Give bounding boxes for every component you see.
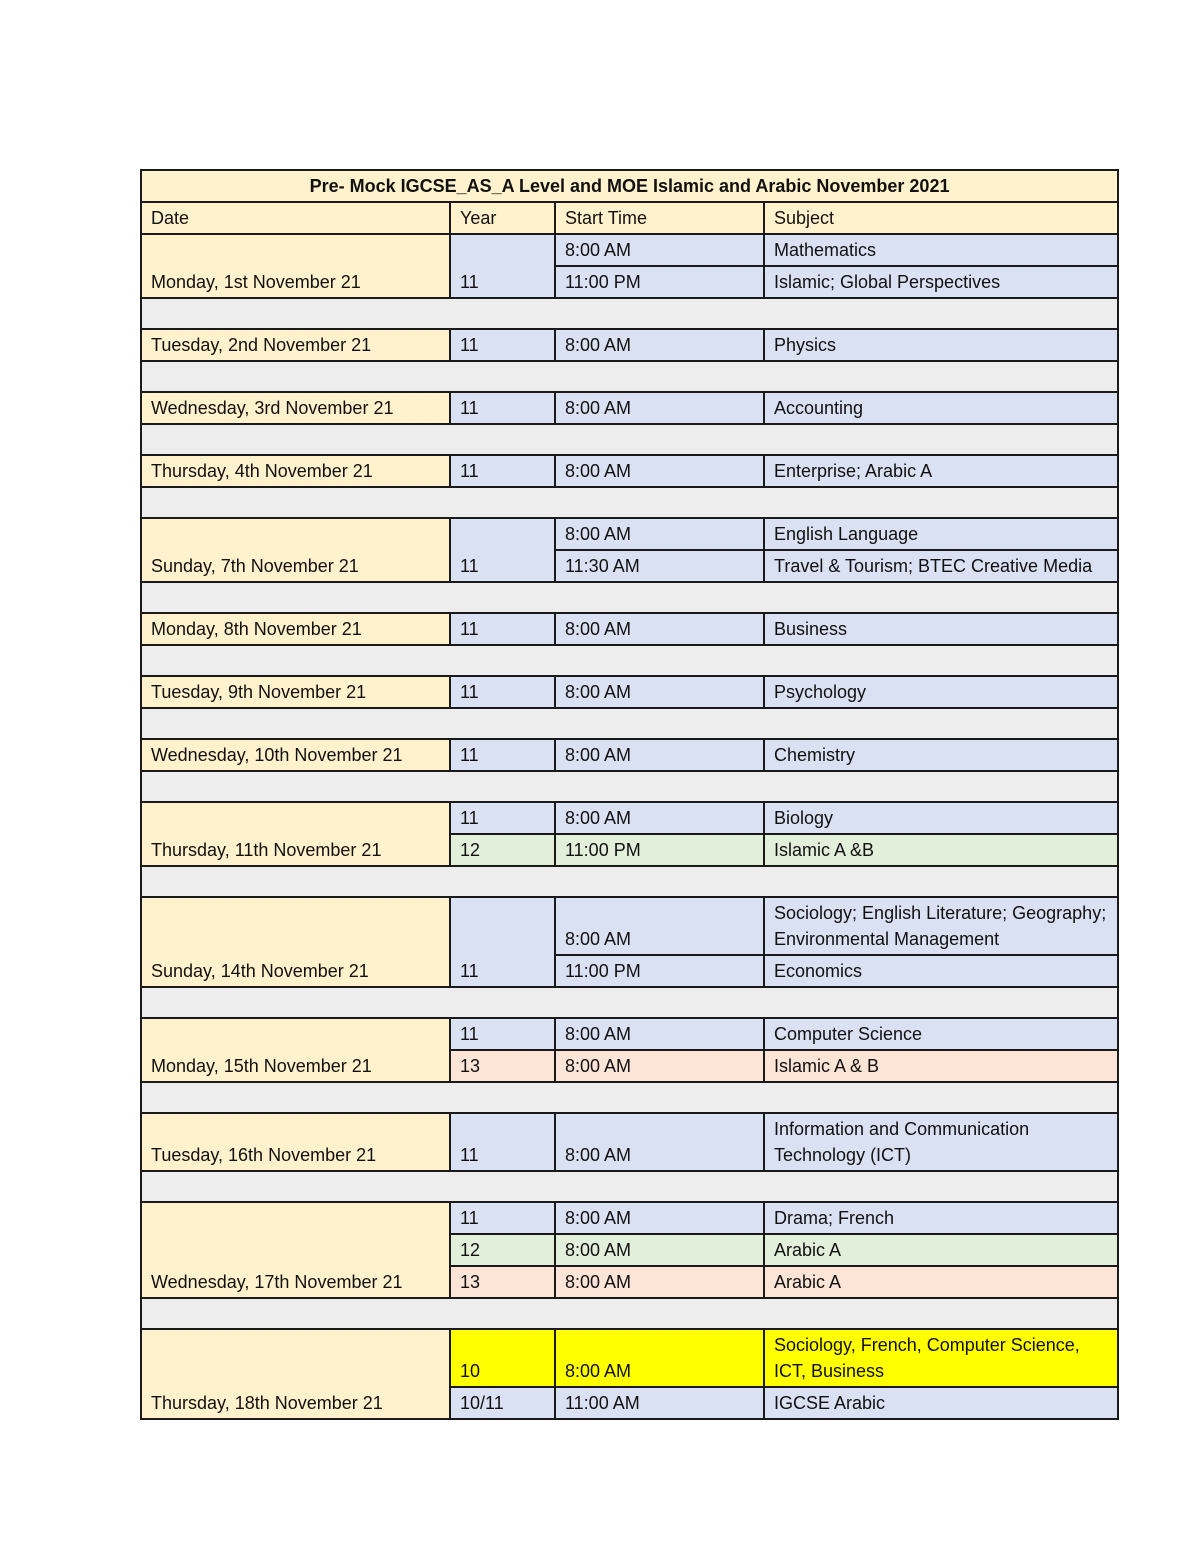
spacer-row [141, 361, 1118, 392]
exam-subject: English Language [764, 518, 1118, 550]
spacer-row [141, 771, 1118, 802]
exam-subject: Chemistry [764, 739, 1118, 771]
spacer-row [141, 645, 1118, 676]
exam-start-time: 8:00 AM [555, 897, 764, 955]
exam-date: Tuesday, 16th November 21 [141, 1113, 450, 1171]
exam-year: 10 [450, 1329, 555, 1387]
exam-year: 11 [450, 1018, 555, 1050]
exam-year: 11 [450, 1202, 555, 1234]
exam-year: 13 [450, 1266, 555, 1298]
exam-year: 12 [450, 1234, 555, 1266]
spacer-row [141, 1298, 1118, 1329]
spacer-cell [141, 487, 1118, 518]
header-start-time: Start Time [555, 202, 764, 234]
exam-subject: Arabic A [764, 1234, 1118, 1266]
exam-row [141, 518, 1118, 550]
exam-date: Tuesday, 2nd November 21 [141, 329, 450, 361]
exam-date: Sunday, 14th November 21 [141, 897, 450, 987]
spacer-cell [141, 708, 1118, 739]
header-year: Year [450, 202, 555, 234]
exam-subject: Mathematics [764, 234, 1118, 266]
exam-year: 13 [450, 1050, 555, 1082]
exam-date: Sunday, 7th November 21 [141, 518, 450, 582]
exam-date: Wednesday, 3rd November 21 [141, 392, 450, 424]
exam-year: 11 [450, 739, 555, 771]
exam-row [141, 802, 1118, 834]
exam-start-time: 11:00 AM [555, 1387, 764, 1419]
exam-year: 11 [450, 1113, 555, 1171]
exam-date: Tuesday, 9th November 21 [141, 676, 450, 708]
exam-start-time: 8:00 AM [555, 234, 764, 266]
exam-subject: Business [764, 613, 1118, 645]
exam-start-time: 8:00 AM [555, 455, 764, 487]
spacer-cell [141, 771, 1118, 802]
spacer-cell [141, 1298, 1118, 1329]
exam-start-time: 8:00 AM [555, 392, 764, 424]
exam-year: 12 [450, 834, 555, 866]
exam-date: Wednesday, 10th November 21 [141, 739, 450, 771]
exam-subject: Psychology [764, 676, 1118, 708]
header-date: Date [141, 202, 450, 234]
exam-year: 11 [450, 455, 555, 487]
exam-start-time: 11:30 AM [555, 550, 764, 582]
exam-year: 11 [450, 897, 555, 987]
exam-start-time: 8:00 AM [555, 1018, 764, 1050]
exam-subject: Physics [764, 329, 1118, 361]
exam-subject: Islamic A & B [764, 1050, 1118, 1082]
exam-start-time: 11:00 PM [555, 266, 764, 298]
spacer-cell [141, 361, 1118, 392]
exam-year: 11 [450, 518, 555, 582]
exam-subject: Islamic A &B [764, 834, 1118, 866]
spacer-row [141, 987, 1118, 1018]
exam-date: Wednesday, 17th November 21 [141, 1202, 450, 1298]
exam-start-time: 8:00 AM [555, 1266, 764, 1298]
schedule-body [141, 170, 1118, 1419]
spacer-row [141, 866, 1118, 897]
exam-start-time: 8:00 AM [555, 739, 764, 771]
spacer-cell [141, 298, 1118, 329]
exam-date: Thursday, 4th November 21 [141, 455, 450, 487]
exam-row [141, 455, 1118, 487]
exam-start-time: 8:00 AM [555, 1202, 764, 1234]
exam-year: 11 [450, 234, 555, 298]
spacer-cell [141, 424, 1118, 455]
exam-date: Thursday, 11th November 21 [141, 802, 450, 866]
spacer-cell [141, 582, 1118, 613]
exam-date: Thursday, 18th November 21 [141, 1329, 450, 1419]
exam-date: Monday, 15th November 21 [141, 1018, 450, 1082]
exam-start-time: 11:00 PM [555, 834, 764, 866]
exam-start-time: 8:00 AM [555, 1050, 764, 1082]
exam-subject: Travel & Tourism; BTEC Creative Media [764, 550, 1118, 582]
spacer-cell [141, 1082, 1118, 1113]
exam-year: 10/11 [450, 1387, 555, 1419]
exam-start-time: 8:00 AM [555, 1234, 764, 1266]
exam-start-time: 8:00 AM [555, 802, 764, 834]
exam-subject: Sociology; English Literature; Geography; Environmental Management [764, 897, 1118, 955]
exam-row [141, 1202, 1118, 1234]
exam-row [141, 1113, 1118, 1171]
exam-subject: Enterprise; Arabic A [764, 455, 1118, 487]
spacer-cell [141, 866, 1118, 897]
exam-subject: IGCSE Arabic [764, 1387, 1118, 1419]
exam-subject: Computer Science [764, 1018, 1118, 1050]
title-row [141, 170, 1118, 202]
exam-year: 11 [450, 613, 555, 645]
exam-subject: Biology [764, 802, 1118, 834]
exam-row [141, 676, 1118, 708]
spacer-row [141, 424, 1118, 455]
exam-year: 11 [450, 676, 555, 708]
exam-subject: Sociology, French, Computer Science, ICT, Business [764, 1329, 1118, 1387]
exam-row [141, 1329, 1118, 1387]
exam-row [141, 234, 1118, 266]
exam-schedule-table [140, 169, 1119, 1420]
exam-start-time: 8:00 AM [555, 676, 764, 708]
table-title: Pre- Mock IGCSE_AS_A Level and MOE Islamic and Arabic November 2021 [141, 170, 1118, 202]
exam-subject: Economics [764, 955, 1118, 987]
exam-row [141, 897, 1118, 955]
exam-date: Monday, 1st November 21 [141, 234, 450, 298]
exam-start-time: 11:00 PM [555, 955, 764, 987]
exam-row [141, 1018, 1118, 1050]
exam-start-time: 8:00 AM [555, 1113, 764, 1171]
spacer-row [141, 1171, 1118, 1202]
header-subject: Subject [764, 202, 1118, 234]
exam-subject: Drama; French [764, 1202, 1118, 1234]
exam-year: 11 [450, 329, 555, 361]
exam-row [141, 329, 1118, 361]
exam-row [141, 392, 1118, 424]
spacer-row [141, 582, 1118, 613]
spacer-row [141, 487, 1118, 518]
exam-start-time: 8:00 AM [555, 1329, 764, 1387]
exam-row [141, 739, 1118, 771]
spacer-cell [141, 1171, 1118, 1202]
exam-start-time: 8:00 AM [555, 518, 764, 550]
spacer-cell [141, 645, 1118, 676]
spacer-row [141, 298, 1118, 329]
exam-year: 11 [450, 802, 555, 834]
exam-subject: Information and Communication Technology (ICT) [764, 1113, 1118, 1171]
exam-start-time: 8:00 AM [555, 329, 764, 361]
header-row [141, 202, 1118, 234]
exam-start-time: 8:00 AM [555, 613, 764, 645]
exam-row [141, 613, 1118, 645]
exam-subject: Islamic; Global Perspectives [764, 266, 1118, 298]
exam-year: 11 [450, 392, 555, 424]
spacer-cell [141, 987, 1118, 1018]
exam-subject: Accounting [764, 392, 1118, 424]
exam-subject: Arabic A [764, 1266, 1118, 1298]
spacer-row [141, 1082, 1118, 1113]
exam-date: Monday, 8th November 21 [141, 613, 450, 645]
spacer-row [141, 708, 1118, 739]
